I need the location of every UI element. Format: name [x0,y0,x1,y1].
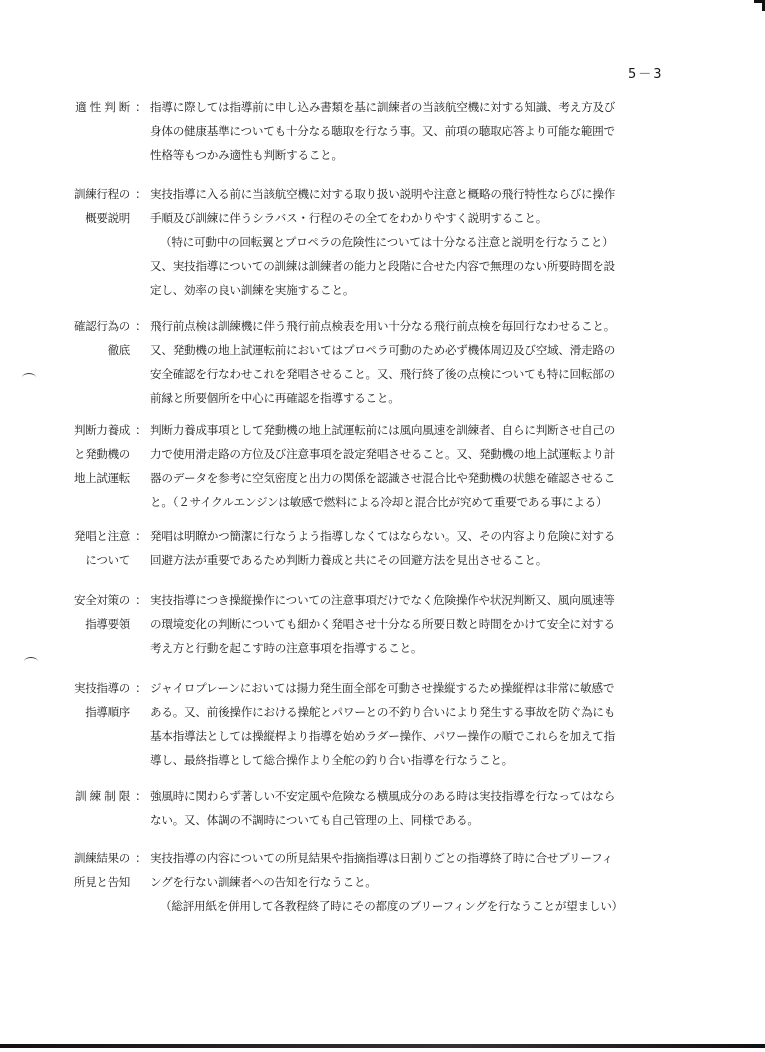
section-term [56,524,130,572]
body-line: 飛行前点検は訓練機に伴う飛行前点検表を用い十分なる飛行前点検を毎回行なわせること。 [150,319,616,333]
body-line: 強風時に関わらず著しい不安定風や危険なる横風成分のある時は実技指導を行なってはなら [150,789,616,803]
section-term-line: 徹底 [107,343,130,357]
section-body [150,95,666,167]
section-term-line: 判断力養成 [74,423,130,437]
term-colon: ： [135,423,148,437]
section-term-line: 指導順序 [85,705,130,719]
body-line: 力で使用滑走路の方位及び注意事項を設定発唱させること。又、発動機の地上試運転より計 [150,447,616,461]
body-line: の環境変化の判断についても細かく発唱させ十分なる所要日数と時間をかけて安全に対する [150,617,615,631]
section-term [56,588,130,636]
section-body [150,314,666,410]
body-line: ある。又、前後操作における操舵とパワーとの不釣り合いにより発生する事故を防ぐ為にも [150,705,616,719]
body-line: 性格等もつかみ適性も判断すること。 [150,148,343,162]
term-colon: ： [135,851,148,865]
section-term [56,846,130,894]
section-body [150,784,666,832]
body-line: （総評用紙を併用して各教程終了時にその都度のブリーフィングを行なうことが望ましい） [160,899,623,913]
body-line: 手順及び訓練に伴うシラバス・行程のその全てをわかりやすく説明すること。 [150,211,548,225]
body-line: 又、発動機の地上試運転前においてはプロペラ可動のため必ず機体周辺及び空域、滑走路の [150,343,616,357]
section-term-line: 概要説明 [85,211,130,225]
body-line: ングを行ない訓練者への告知を行なうこと。 [150,875,377,889]
section-body [150,418,666,514]
section-term [56,418,130,490]
scan-bottom-edge [0,1044,765,1048]
section-term-line: と発動機の [74,447,130,461]
body-line: （特に可動中の回転翼とプロペラの危険性については十分なる注意と説明を行なうこと） [160,235,614,249]
section-term-line: について [85,553,130,567]
body-line: 導し、最終指導として総合操作より全舵の釣り合い指導を行なうこと。 [150,753,514,767]
section-term-line: 適 性 判 断 [75,100,130,114]
body-line: 前縁と所要個所を中心に再確認を指導すること。 [150,391,400,405]
body-line: 安全確認を行なわせこれを発唱させること。又、飛行終了後の点検についても特に回転部の [150,367,615,381]
section-term-line: 安全対策の [74,593,130,607]
term-colon: ： [135,789,148,803]
term-colon: ： [135,529,148,543]
body-line: 判断力養成事項として発動機の地上試運転前には風向風速を訓練者、自らに判断させ自己の [150,423,616,437]
body-line: ジャイロプレーンにおいては揚力発生面全部を可動させ操縦するため操縦桿は非常に敏感で [150,681,615,695]
section-term [56,314,130,362]
body-line: 又、実技指導についての訓練は訓練者の能力と段階に合せた内容で無理のない所要時間を設 [150,259,615,273]
section-term-line: 訓練結果の [74,851,130,865]
section-body [150,588,666,660]
term-colon: ： [135,100,148,114]
section-term-line: 地上試運転 [74,471,130,485]
section-term-line: 所見と告知 [74,875,130,889]
section-body [150,676,666,772]
term-colon: ： [135,319,148,333]
section-term-line: 発唱と注意 [74,529,130,543]
term-colon: ： [135,593,148,607]
body-line: 考え方と行動を起こす時の注意事項を指導すること。 [150,641,423,655]
section-term-line: 実技指導の [74,681,130,695]
section-term [56,95,130,119]
body-line: 定し、効率の良い訓練を実施すること。 [150,283,355,297]
scan-edge-mark [754,0,765,11]
section-term-line: 確認行為の [74,319,130,333]
body-line: と。（２サイクルエンジンは敏感で燃料による冷却と混合比が究めて重要である事による） [150,495,608,509]
body-line: 回避方法が重要であるため判断力養成と共にその回避方法を見出させること。 [150,553,548,567]
section-body [150,846,666,918]
body-line: 発唱は明瞭かつ簡潔に行なうよう指導しなくてはならない。又、その内容より危険に対する [150,529,616,543]
body-line: 実技指導につき操縦操作についての注意事項だけでなく危険操作や状況判断又、風向風速等 [150,593,615,607]
body-line: 器のデータを参考に空気密度と出力の関係を認識させ混合比や発動機の状態を確認させるこ [150,471,616,485]
section-term-line: 指導要領 [85,617,130,631]
term-colon: ： [135,681,148,695]
margin-mark [24,657,38,666]
term-colon: ： [135,187,148,201]
body-line: ない。又、体調の不調時についても自己管理の上、同様である。 [150,813,479,827]
body-line: 実技指導に入る前に当該航空機に対する取り扱い説明や注意と概略の飛行特性ならびに操作 [150,187,616,201]
section-term-line: 訓 練 制 限 [75,789,130,803]
margin-mark [22,373,36,382]
section-body [150,182,666,302]
section-body [150,524,666,572]
section-term [56,784,130,808]
section-term [56,182,130,230]
body-line: 指導に際しては指導前に申し込み書類を基に訓練者の当該航空機に対する知識、考え方及び [150,100,616,114]
body-line: 基本指導法としては操縦桿より指導を始めラダー操作、パワー操作の順でこれらを加えて指 [150,729,615,743]
page-number: 5－3 [628,67,664,82]
body-line: 実技指導の内容についての所見結果や指摘指導は日割りごとの指導終了時に合せブリーフィ [150,851,613,865]
section-term-line: 訓練行程の [74,187,130,201]
body-line: 身体の健康基準についても十分なる聴取を行なう事。又、前項の聴取応答より可能な範囲で [150,124,615,138]
section-term [56,676,130,724]
